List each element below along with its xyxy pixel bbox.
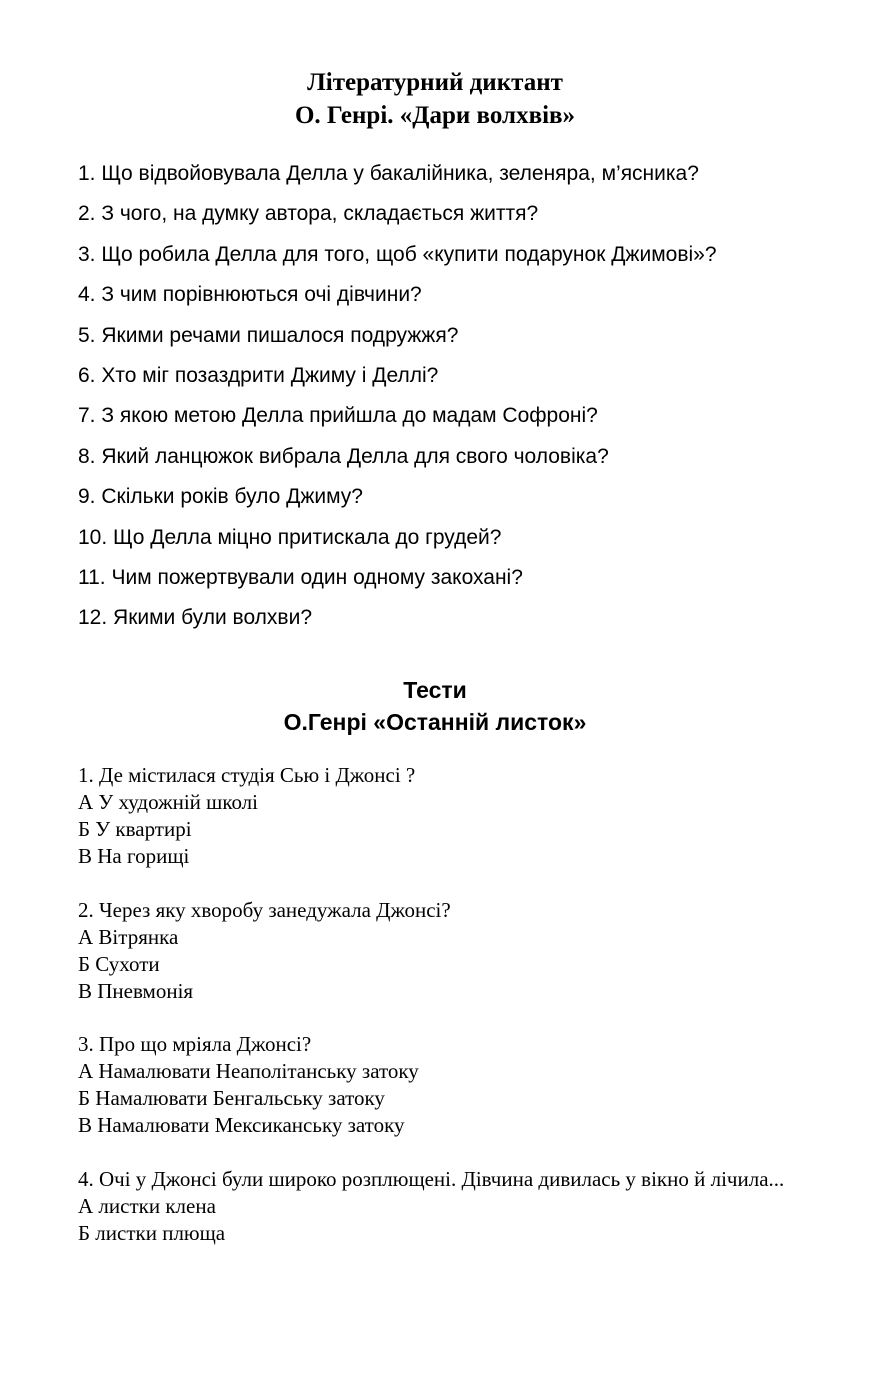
dictation-question: 9. Скільки років було Джиму? [78,485,363,509]
test-option: Б У квартирі [78,817,192,841]
dictation-question: 5. Якими речами пишалося подружжя? [78,323,459,347]
test-question: 4. Очі у Джонсі були широко розплющені. Дівчина дивилась у вікно й лічила... [78,1166,785,1191]
dictation-question: 11. Чим пожертвували один одному закохані? [78,565,523,589]
tests-title: Тести [403,677,467,703]
dictation-question: 7. З якою метою Делла прийшла до мадам Софроні? [78,404,598,428]
dictation-question: 8. Який ланцюжок вибрала Делла для свого чоловіка? [78,444,609,468]
dictation-question: 10. Що Делла міцно притискала до грудей? [78,525,502,549]
test-question: 3. Про що мріяла Джонсі? [78,1032,312,1056]
test-option: В Пневмонія [78,978,194,1003]
dictation-question: 3. Що робила Делла для того, щоб «купити подарунок Джимові»? [78,242,717,266]
test-option: А Вітрянка [78,924,179,949]
test-question: 2. Через яку хворобу занедужала Джонсі? [78,897,451,922]
test-option: В На горищі [78,844,190,868]
tests-subtitle: О.Генрі «Останній листок» [283,709,587,735]
dictation-title: Літературний диктант [307,69,563,96]
test-item [78,897,838,1005]
test-item [78,1166,838,1247]
test-option: Б листки плюща [78,1220,226,1245]
tests-section [78,762,838,1273]
dictation-question: 1. Що відвойовувала Делла у бакалійника, зеленяра, м’ясника? [78,162,699,185]
test-option: Б Намалювати Бенгальську затоку [78,1086,385,1110]
test-option: Б Сухоти [78,951,160,976]
test-option: А листки клена [78,1193,216,1218]
test-option: А У художній школі [78,790,258,814]
test-item [78,1031,838,1139]
dictation-subtitle: О. Генрі. «Дари волхвів» [294,102,576,129]
dictation-question: 6. Хто міг позаздрити Джиму і Деллі? [78,363,439,387]
dictation-question: 12. Якими були волхви? [78,606,312,630]
test-option: А Намалювати Неаполітанську затоку [78,1059,419,1083]
test-question: 1. Де містилася студія Сью і Джонсі ? [78,763,416,787]
dictation-question: 4. З чим порівнюються очі дівчини? [78,283,422,307]
dictation-question: 2. З чого, на думку автора, складається життя? [78,202,539,226]
test-option: В Намалювати Мексиканську затоку [78,1113,405,1137]
dictation-question-list [78,158,858,643]
test-item [78,762,838,870]
